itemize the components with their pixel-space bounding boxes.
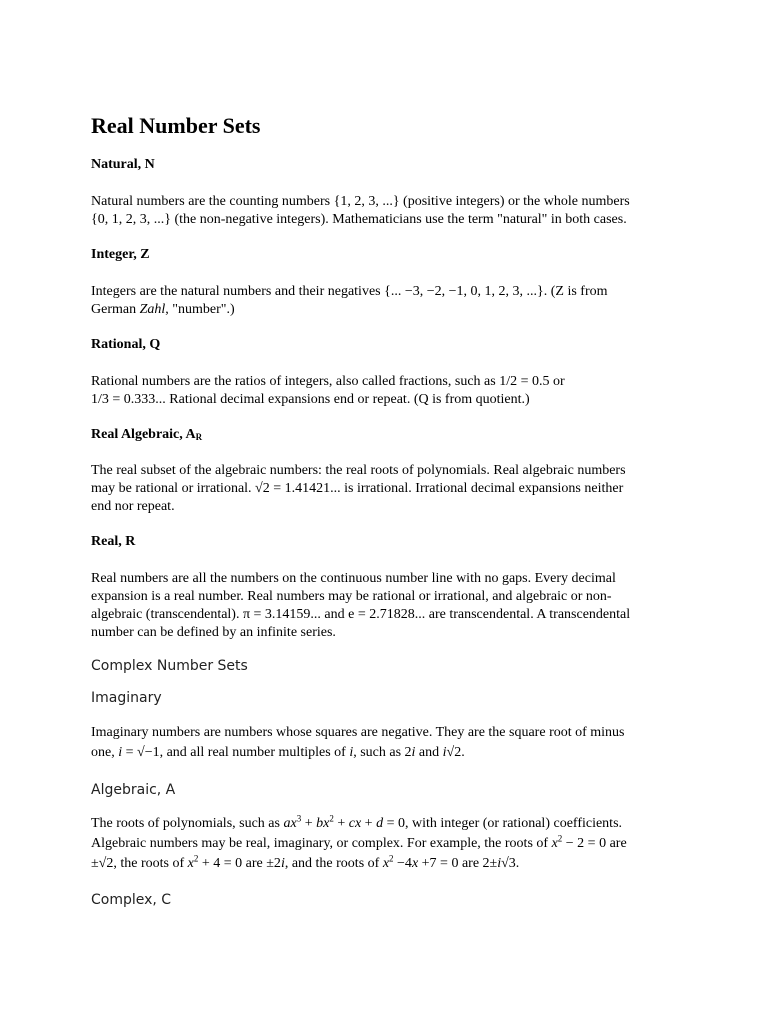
text-line <box>91 854 681 874</box>
paragraph-rational <box>91 373 681 409</box>
italic-var: d <box>376 816 384 831</box>
heading-natural: Natural, N <box>91 157 155 172</box>
text-run: −4 <box>393 856 412 871</box>
text-line: number can be defined by an infinite series. <box>91 625 336 640</box>
heading-real-algebraic <box>91 426 202 446</box>
text-run: + <box>361 816 377 831</box>
heading-algebraic: Algebraic, A <box>91 782 176 798</box>
text-line: 1/3 = 0.333... Rational decimal expansions end or repeat. (Q is from quotient.) <box>91 392 530 407</box>
text-line: Natural numbers are the counting numbers {1, 2, 3, ...} (positive integers) or the whole numbers <box>91 194 630 209</box>
text-run: − 2 = 0 are <box>562 836 627 851</box>
page-title: Real Number Sets <box>91 113 261 138</box>
text-line: may be rational or irrational. √2 = 1.41421... is irrational. Irrational decimal expansions neither <box>91 481 624 496</box>
heading-subscript: R <box>195 432 203 442</box>
italic-var: x <box>551 836 558 851</box>
text-line: expansion is a real number. Real numbers may be rational or irrational, and algebraic or non- <box>91 589 612 604</box>
text-run: +7 = 0 are 2± <box>418 856 498 871</box>
text-line: Integers are the natural numbers and their negatives {... −3, −2, −1, 0, 1, 2, 3, ...}. (Z is from <box>91 284 608 299</box>
heading-complex: Complex, C <box>91 892 172 908</box>
text-run: Algebraic numbers may be real, imaginary, or complex. For example, the roots of <box>91 836 552 851</box>
paragraph-integer <box>91 283 681 319</box>
text-line: The real subset of the algebraic numbers: the real roots of polynomials. Real algebraic numbers <box>91 463 626 478</box>
italic-var: i <box>411 745 416 760</box>
text-run: √3. <box>501 856 520 871</box>
italic-var: i <box>280 856 285 871</box>
italic-var: x <box>411 856 419 871</box>
text-run: one, <box>91 745 119 760</box>
heading-complex-number-sets: Complex Number Sets <box>91 658 248 674</box>
italic-var: x <box>382 856 390 871</box>
italic-var: cx <box>348 816 362 831</box>
paragraph-real <box>91 570 681 642</box>
heading-integer: Integer, Z <box>91 247 150 262</box>
text-line: Rational numbers are the ratios of integers, also called fractions, such as 1/2 = 0.5 or <box>91 374 565 389</box>
italic-word: Zahl <box>139 302 166 317</box>
text-line: end nor repeat. <box>91 499 175 514</box>
superscript: 3 <box>296 813 302 824</box>
text-run: , and the roots of <box>284 856 383 871</box>
superscript: 2 <box>329 813 334 824</box>
italic-var: i <box>118 745 123 760</box>
text-line <box>91 743 681 763</box>
text-line <box>91 301 681 319</box>
italic-var: i <box>497 856 502 871</box>
text-run: The roots of polynomials, such as <box>91 816 284 831</box>
paragraph-algebraic <box>91 814 681 874</box>
text-line: algebraic (transcendental). π = 3.14159... and e = 2.71828... are transcendental. A transcendental <box>91 607 631 622</box>
text-run: , such as 2 <box>353 745 412 760</box>
italic-var: i <box>349 745 354 760</box>
text-run: + <box>301 816 317 831</box>
italic-var: ax <box>283 816 297 831</box>
text-line: Real numbers are all the numbers on the continuous number line with no gaps. Every decimal <box>91 571 616 586</box>
superscript: 2 <box>557 833 563 844</box>
text-run: √2. <box>446 745 465 760</box>
italic-var: x <box>187 856 194 871</box>
paragraph-natural <box>91 193 681 229</box>
text-run: = √−1, and all real number multiples of <box>122 745 350 760</box>
text-run: , "number".) <box>165 302 235 317</box>
superscript: 2 <box>193 853 199 864</box>
text-line <box>91 834 681 854</box>
text-run: ±√2, the roots of <box>91 856 188 871</box>
text-run: = 0, with integer (or rational) coefficients. <box>383 816 623 831</box>
text-run: German <box>91 302 140 317</box>
text-run: and <box>415 745 443 760</box>
text-run: + 4 = 0 are ±2 <box>198 856 281 871</box>
text-run: + <box>333 816 349 831</box>
superscript: 2 <box>389 853 394 864</box>
text-line: Imaginary numbers are numbers whose squares are negative. They are the square root of minus <box>91 725 625 740</box>
italic-var: bx <box>316 816 330 831</box>
paragraph-imaginary <box>91 723 681 763</box>
heading-imaginary: Imaginary <box>91 690 162 706</box>
heading-real: Real, R <box>91 534 136 549</box>
paragraph-real-algebraic <box>91 462 681 516</box>
italic-var: i <box>442 745 447 760</box>
heading-text: Real Algebraic, A <box>91 427 196 442</box>
heading-rational: Rational, Q <box>91 337 161 352</box>
text-line: {0, 1, 2, 3, ...} (the non-negative integers). Mathematicians use the term "natural" in both cases. <box>91 212 627 227</box>
text-line <box>91 814 681 834</box>
